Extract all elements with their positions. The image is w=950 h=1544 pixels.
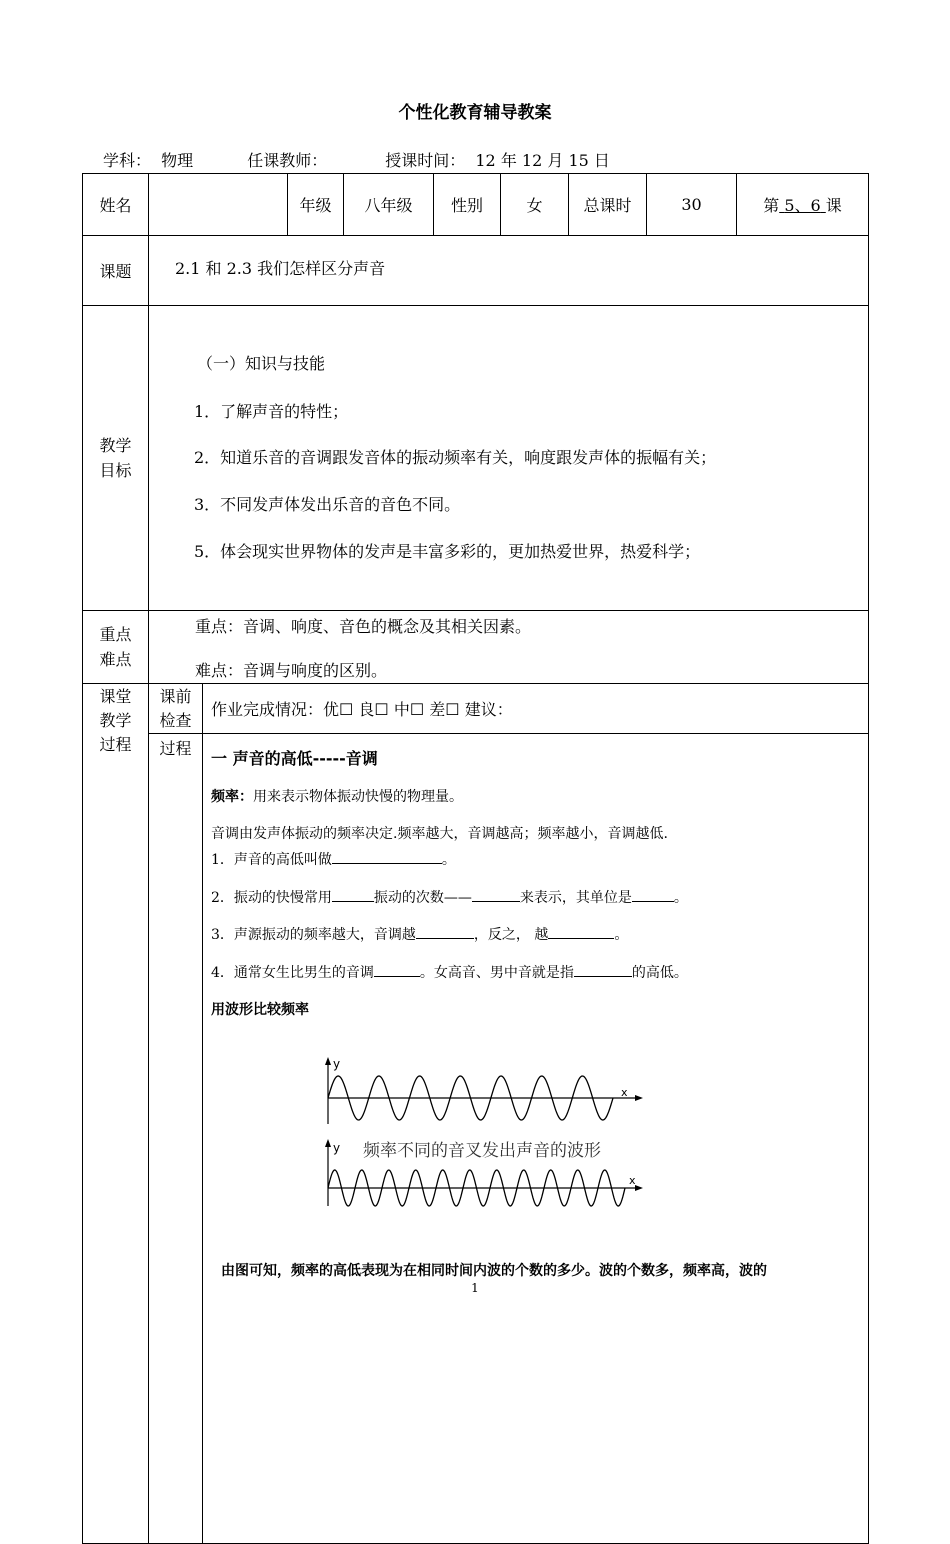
q4-end: 的高低。 [631,965,688,981]
question-1 [211,849,456,869]
lesson-number [737,174,869,236]
frequency-def: 用来表示物体振动快慢的物理量。 [253,789,463,805]
section-title: 一 声音的高低-----音调 [211,749,378,768]
x-label-top: x [621,1086,628,1099]
answer-blank[interactable] [332,887,374,902]
process-label-line2: 教学 [99,711,132,730]
goal-item: 3．不同发声体发出乐音的音色不同。 [194,495,461,514]
lesson-number-text: 5、6 [784,196,821,215]
topic-row [83,236,869,306]
q4-text-a: 4．通常女生比男生的音调 [211,965,374,981]
key-label-line2: 难点 [99,650,132,669]
x-arrow-top [635,1095,643,1101]
pitch-rule: 音调由发声体振动的频率决定.频率越大，音调越高；频率越小，音调越低. [211,826,668,842]
y-label-bottom: y [333,1141,341,1155]
key-points-label [83,611,149,684]
q4-text-b: 。女高音、男中音就是指 [419,965,574,981]
lesson-number-value [779,196,826,215]
goals-row [83,306,869,611]
topic-label: 课题 [83,236,149,306]
waveform-top [325,1057,643,1124]
gender-value: 女 [501,174,569,236]
topic-value: 2.1 和 2.3 我们怎样区分声音 [149,236,869,306]
conclusion-text: 由图可知，频率的高低表现为在相同时间内波的个数的多少。波的个数多，频率高，波的 [221,1263,767,1279]
lesson-plan-table [82,173,869,1544]
q3-text-a: 3．声源振动的频率越大，音调越 [211,927,416,943]
x-label-bottom: x [629,1174,636,1187]
answer-blank[interactable] [574,962,632,977]
lesson-meta [103,148,610,171]
wave-heading: 用波形比较频率 [211,1002,309,1018]
q1-text: 1．声音的高低叫做 [211,852,332,868]
waveform-figure [313,1052,653,1212]
check-label [149,684,203,734]
grade-value: 八年级 [344,174,434,236]
answer-blank[interactable] [374,962,420,977]
key-label-line1: 重点 [99,625,132,644]
check-label-line1: 课前 [159,686,192,706]
process-content [203,734,869,1544]
goal-item: 5．体会现实世界物体的发声是丰富多彩的，更加热爱世界，热爱科学； [194,542,701,561]
question-2 [211,887,688,907]
check-label-line2: 检查 [159,710,192,730]
x-arrow-bottom [635,1185,643,1191]
frequency-definition [211,786,463,806]
answer-blank[interactable] [548,924,614,939]
y-arrow-top [325,1057,331,1065]
answer-blank[interactable] [472,887,520,902]
question-4 [211,962,688,982]
process-row [83,734,869,1544]
process-label-line3: 过程 [99,735,132,754]
key-points-row [83,611,869,684]
question-3 [211,924,628,944]
pre-class-check-row [83,684,869,734]
q2-text-b: 振动的次数—— [373,890,472,906]
goals-label [83,306,149,611]
subject-field: 学科： 物理 [103,151,194,170]
difficulty-point: 难点：音调与响度的区别。 [195,661,388,680]
time-field: 授课时间： 12 年 12 月 15 日 [385,151,610,170]
waveform-caption: 频率不同的音叉发出声音的波形 [363,1141,601,1161]
goals-heading: （一）知识与技能 [197,354,326,373]
frequency-term: 频率： [211,789,253,805]
goals-label-line2: 目标 [99,461,132,480]
grade-label: 年级 [288,174,344,236]
answer-blank[interactable] [332,849,442,864]
page-number: 1 [471,1281,479,1295]
teacher-field: 任课教师： [247,151,328,170]
goal-item: 1．了解声音的特性； [194,402,349,421]
gender-label: 性别 [434,174,501,236]
q2-text-a: 2．振动的快慢常用 [211,890,332,906]
process-label [83,684,149,1544]
info-row [83,174,869,236]
y-label-top: y [333,1057,341,1071]
goals-label-line1: 教学 [99,436,132,455]
q3-end: 。 [614,927,629,943]
q1-end: 。 [441,852,456,868]
total-hours-label: 总课时 [569,174,647,236]
q2-text-c: 来表示，其单位是 [519,890,632,906]
q3-text-b: ，反之， 越 [473,927,549,943]
goals-content [149,306,869,611]
key-points-content [149,611,869,684]
document-title: 个性化教育辅导教案 [398,103,552,123]
homework-status: 作业完成情况：优☐ 良☐ 中☐ 差☐ 建议： [203,684,869,734]
process-step-label: 过程 [149,734,203,1544]
focus-point: 重点：音调、响度、音色的概念及其相关因素。 [195,617,532,636]
name-label: 姓名 [83,174,149,236]
goal-item: 2．知道乐音的音调跟发音体的振动频率有关，响度跟发声体的振幅有关； [194,448,717,467]
q2-end: 。 [673,890,688,906]
name-value [149,174,288,236]
total-hours-value: 30 [647,174,737,236]
lesson-prefix: 第 [763,196,780,215]
answer-blank[interactable] [416,924,474,939]
lesson-suffix: 课 [825,196,842,215]
process-label-line1: 课堂 [99,687,132,706]
y-arrow-bottom [325,1139,331,1147]
answer-blank[interactable] [632,887,674,902]
